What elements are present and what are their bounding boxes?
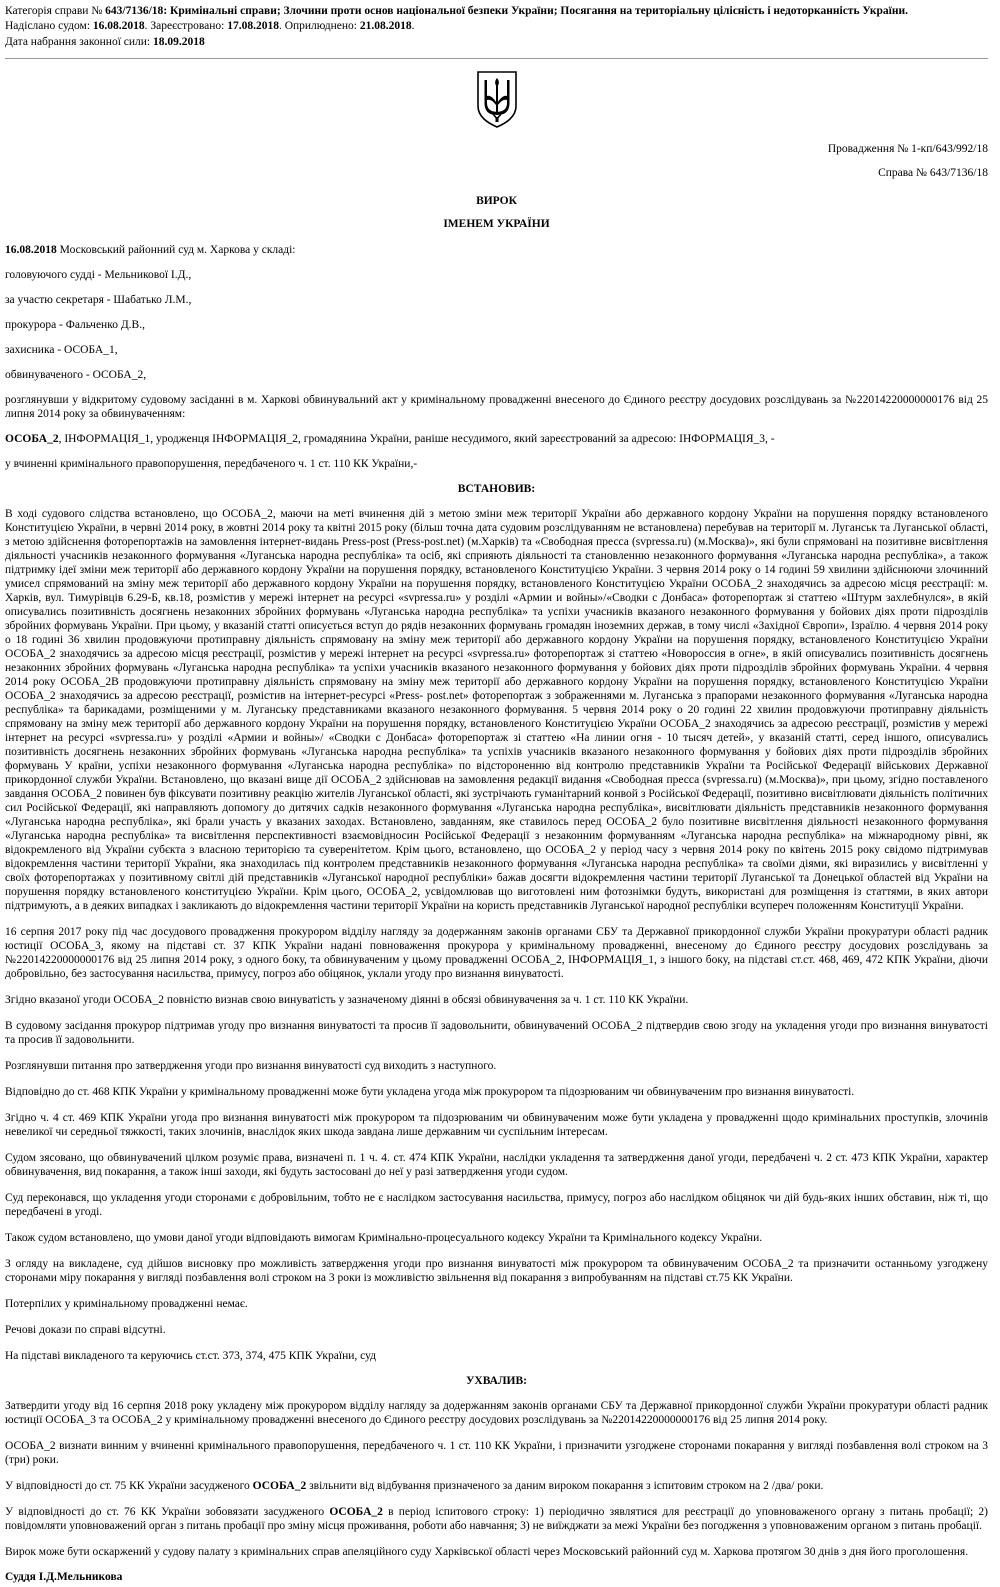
presiding-judge: головуючого судді - Мельникової І.Д., (5, 268, 192, 281)
probation-text-b: звільнити від відбування призначеного за даним вироком покарання з іспитовим строком на 2 /два/ роки. (306, 1479, 824, 1492)
effective-date: 18.09.2018 (152, 35, 205, 48)
sent-label: Надіслано судом: (5, 20, 93, 33)
established-paragraph: Відповідно до ст. 468 КПК України у кримінальному провадженні може бути укладена угода між прокурором та підозрюваним чи обвинуваченим про визнання винуватості. (5, 1085, 855, 1098)
registered-label: . Зареєстровано: (144, 20, 228, 33)
resolved-paragraph-probation (5, 1479, 988, 1493)
resolved-paragraph-obligations (5, 1505, 988, 1533)
probation-text-a: У відповідності до ст. 75 КК України засудженого (5, 1479, 253, 1492)
published-label: . Оприлюднено: (278, 20, 360, 33)
obligations-text-b: в період іспитового строку: 1) періодично зявлятися для реєстрації до уповноваженого органу з питань пробації; 2) повідомляти уповноважений орган з питань пробації про зміну місця проживання, роботи або навчання; 3) не виїжджати за межі України без погодження з уповноваженим органом з питань пробації. (5, 1505, 988, 1532)
established-paragraph: В судовому засідання прокурор підтримав угоду про визнання винуватості та просив її задовольнити, обвинувачений ОСОБА_2 підтвердив свою згоду на укладення угоди про визнання винуватості та просив її задовольнити. (5, 1019, 988, 1046)
accused-name: ОСОБА_2 (5, 432, 59, 445)
obligations-text-a: У відповідності до ст. 76 КК України зобовязати засудженого (5, 1505, 330, 1518)
obligations-name: ОСОБА_2 (329, 1505, 383, 1518)
resolved-paragraph-approve: Затвердити угоду від 16 серпня 2018 року укладену між прокурором відділу нагляду за додержанням законів органами СБУ та Державної прикордонної служби України прокуратури області радник юстиції ОСОБА_3 та ОСОБА_2 у кримінальному провадженні внесеного до Єдиного реєстру досудових розслідувань за №22014220000000176 від 25 липня 2014 року. (5, 1399, 988, 1426)
established-paragraph: Судом зясовано, що обвинувачений цілком розуміє права, визначені п. 1 ч. 4. ст. 474 КПК України, наслідки укладення та затвердження даної угоди, передбачені ч. 2 ст. 473 КПК України, характер обвинувачення, вид покарання, а також інші заходи, які будуть застосовані до неї у разі затвердження угоди судом. (5, 1151, 988, 1178)
resolved-paragraph-appeal: Вирок може бути оскаржений у судову палату з кримінальних справ апеляційного суду Харківської області через Московський районний суд м. Харкова протягом 30 днів з дня його проголошення. (5, 1545, 969, 1558)
judge-signature: Суддя І.Д.Мельникова (5, 1570, 123, 1583)
published-date: 21.08.2018 (359, 20, 412, 33)
case-number: Справа № 643/7136/18 (878, 166, 988, 179)
established-paragraph: В ході судового слідства встановлено, що ОСОБА_2, маючи на меті вчинення дій з метою зміни меж території України або державного кордону України на порушення порядку встановленого Конституцією України, в червні 2014 року, в жовтні 2014 року та квітні 2015 року (більш точна дата судовим розслідуванням не встановлена) перебував на території м. Луганськ та Луганської області, з метою здійснення фоторепортажів на замовлення інтернет-видань Press-post (Press-post.net) (м.Харків) та «Свободная пресса (svpressa.ru) (м.Москва)», які були спрямовані на позитивне висвітлення діяльності учасників незаконного формування «Луганська народна республіка» та осіб, які сприяють діяльності та становленню незаконного формування «Луганська народна республіка», а також підтримку ідеї зміни меж території або державного кордону України на порушення порядку, встановленого Конституцією України. 3 червня 2014 року о 14 годині 59 хвилини здійснюючи злочинний умисел спрямований на зміну меж території або державного кордону України на порушення порядку, встановленого Конституцією України ОСОБА_2 знаходячись за адресою місця реєстрації: м. Харків, вул. Тимурівців 6.29-Б, кв.18, розмістив у мережі інтернет на ресурсі «svpressa.ru» у розділі «Армии и войны»/«Сводки с Донбаса» фоторепортаж зі статтею «Штурм захлебнулся», в якій описувались позитивність досягнень незаконних збройних формувань «Луганська народна республіка» та успіхи учасників вказаного незаконного формування у бойових діях проти підрозділів збройних формувань України. При цьому, у вказаній статті описується вступ до рядів незаконних формувань громадян іноземних держав, в тому числі «Західної Європи», Ізраїлю. 4 червня 2014 року о 18 годині 36 хвилин продовжуючи протиправну діяльність спрямовану на зміну меж території або державного кордону України на порушення порядку, встановленого Конституцією України ОСОБА_2 знаходячись за адресою місця реєстрації, розмістив у мережі інтернет на ресурсі «svpressa.ru» фоторепортаж зі статтею «Новороссия в огне», в якій описувались позитивність досягнень незаконних збройних формувань «Луганська народна республіка» та успіхи учасників вказаного незаконного формування у бойових діях проти підрозділів збройних формувань України. 4 червня 2014 року ОСОБА_2В продовжуючи протиправну діяльність спрямовану на зміну меж території або державного кордону України на порушення порядку, встановленого Конституцією України ОСОБА_2 знаходячись за адресою реєстрації, розмістив на інтернет-ресурсі «Press- post.net» фоторепортаж з зображеннями м. Луганська з прапорами незаконного формування «Луганська народна республіка» та барикадами, розміщеними у м. Луганську представниками вказаного незаконного формування. 5 червня 2014 року о 20 годині 22 хвилин продовжуючи протиправну діяльність спрямовану на зміну меж території або державного кордону України на порушення порядку, встановленого Конституцією України ОСОБА_2 знаходячись за адресою реєстрації, розмістив у мережі інтернет на ресурсі «svpressa.ru» у розділі «Армии и войны»/ «Сводки с Донбаса» фоторепортаж зі статтею «На линии огня - 10 тысяч детей», у вказаній статті, серед іншого, описувались позитивність досягнень незаконних збройних формувань «Луганська народна республіка» та успіхів учасників вказаного незаконного формування у бойових діях проти підрозділів збройних формувань У країни, успіхи незаконного формування «Луганська народна республіка» по відстороненню від контролю представників України та Російської Федерації військових Державної прикордонної служби України. Встановлено, що вказані вище дії ОСОБА_2 здійснював на замовлення редакції видання «Свободная пресса (svpressa.ru) (м.Москва)», при цьому, згідно поставленого завдання ОСОБА_2 повинен був фіксувати позитивну реакцію жителів Луганської області, які зустрічають гуманітарний конвой з Російської Федерації, позитивно висвітлювати діяльність політичних сил Російської Федерації, які направляють допомогу до дитячих садків незаконного формування «Луганська народна республіка», висвітлювати діяльність представників незаконного формування «Луганська народна республіка», які брали участь у вказаних заходах. Встановлено, завданням, яке ставилось перед ОСОБА_2 було позитивне висвітлення діяльності незаконного формування «Луганська народна республіка» та висвітлення перспективності взаємовідносин Російської Федерації з незаконним формуванням «Луганська народна республіка» на міжнародному рівні, як відокремленого від України субєкта з власною територією та суверенітетом. Крім цього, встановлено, що ОСОБА_2 у період часу з червня 2014 року по квітень 2015 року свідомо підтримував відокремлення частини території України, яка знаходилась під контролем представників незаконного формування «Луганська народна республіка» та своїми діями, які виразились у висвітленні у своїх фоторепортажах у позитивному світлі дій представників «Луганської народної республіки» бажав досягти відокремлення частини території Луганської та Донецької областей від України на порушення порядку встановленого конституцією України. Крім цього, ОСОБА_2, усвідомлював що виготовлені ним фотознімки будуть, використані для розміщення із статтями, в яких автори підтримують, а в деяких випадках і закликають до відокремлення частини території України на користь представників Луганської народної республіки всупереч положенням Конституції України. (5, 507, 988, 912)
established-paragraph: На підставі викладеного та керуючись ст.ст. 373, 374, 475 КПК України, суд (5, 1349, 376, 1362)
effective-label: Дата набрання законної сили: (5, 35, 153, 48)
trident-emblem-icon (475, 69, 519, 129)
established-paragraph: Згідно вказаної угоди ОСОБА_2 повністю визнав свою винуватість у зазначеному діянні в обсязі обвинувачення за ч. 1 ст. 110 КК України. (5, 993, 689, 1006)
sent-date: 16.08.2018 (92, 20, 145, 33)
dates-line (5, 19, 988, 34)
secretary: за участю секретаря - Шабатько Л.М., (5, 293, 192, 306)
header-divider (5, 58, 988, 59)
proceeding-number: Провадження № 1-кп/643/992/18 (827, 142, 988, 155)
accused-info: , ІНФОРМАЦІЯ_1, уродженця ІНФОРМАЦІЯ_2, громадянина України, раніше несудимого, який зареєстрований за адресою: ІНФОРМАЦІЯ_3, - (58, 432, 775, 445)
case-category-line (5, 4, 988, 19)
established-paragraph: Суд переконався, що укладення угоди сторонами є добровільним, тобто не є наслідком застосування насильства, примусу, погроз або наслідком обіцянок чи дій будь-яких інших обставин, ніж ті, що передбачені в угоді. (5, 1191, 988, 1218)
court-composition (5, 243, 988, 257)
established-paragraph: Потерпілих у кримінальному провадженні немає. (5, 1297, 248, 1310)
document-title: ВИРОК (476, 194, 517, 207)
established-paragraph: Згідно ч. 4 ст. 469 КПК України угода про визнання винуватості між прокурором та підозрюваним чи обвинуваченим може бути укладена у провадженні щодо кримінальних проступків, злочинів невеликої чи середньої тяжкості, таких злочинів, внаслідок яких шкода завдана лише державним чи суспільним інтересам. (5, 1111, 988, 1138)
considered-paragraph: розглянувши у відкритому судовому засіданні в м. Харкові обвинувальний акт у кримінальному провадженні внесеного до Єдиного реєстру досудових розслідувань за №22014220000000176 від 25 липня 2014 року за обвинуваченням: (5, 393, 988, 420)
document-subtitle: ІМЕНЕМ УКРАЇНИ (443, 217, 550, 230)
document-meta (5, 4, 988, 50)
established-paragraph: 16 серпня 2017 року під час досудового провадження прокурором відділу нагляду за додержанням законів органами СБУ та Державної прикордонної служби України прокуратури області радник юстиції ОСОБА_3, якому на підставі ст. 37 КПК України надані повноваження прокурора у кримінальному провадженні, внесеному до Єдиного реєстру досудових розслідувань за №22014220000000176 від 25 липня 2014 року, з одного боку, та обвинуваченим у цьому провадженні ОСОБА_2, ІНФОРМАЦІЯ_1, з іншого боку, на підставі ст.ст. 468, 469, 472 КПК України, діючи добровільно, без застосування насильства, примусу, погроз або обіцянок, уклали угоду про визнання винуватості. (5, 925, 988, 980)
dates-line-end: . (411, 20, 415, 33)
prosecutor: прокурора - Фальченко Д.В., (5, 318, 145, 331)
established-paragraph: Також судом встановлено, що умови даної угоди відповідають вимогам Кримінально-процесуального кодексу України та Кримінального кодексу України. (5, 1231, 763, 1244)
established-paragraph: Речові докази по справі відсутні. (5, 1323, 166, 1336)
verdict-date: 16.08.2018 (5, 243, 57, 256)
accused-details (5, 432, 988, 446)
charge-paragraph: у вчиненні кримінального правопорушення, передбаченого ч. 1 ст. 110 КК України,- (5, 457, 418, 470)
category-number: 643/7136/18 (105, 5, 164, 17)
established-paragraph: З огляду на викладене, суд дійшов висновку про можливість затвердження угоди про визнання винуватості між прокурором та обвинуваченим ОСОБА_2 та призначити останньому узгоджену сторонами міру покарання у вигляді позбавлення волі строком на 3 роки із можливістю звільнення від покарання з випробуванням на підставі ст.75 КК України. (5, 1257, 988, 1284)
resolved-paragraph-guilty: ОСОБА_2 визнати винним у вчиненні кримінального правопорушення, передбаченого ч. 1 ст. 110 КК України, і призначити узгоджене сторонами покарання у вигляді позбавлення волі строком на 3 (три) роки. (5, 1439, 988, 1466)
category-description: : Кримінальні справи; Злочини проти основ національної безпеки України; Посягання на територіальну цілісність і недоторканність України. (163, 5, 908, 17)
category-label: Категорія справи № (5, 5, 106, 17)
defender: захисника - ОСОБА_1, (5, 343, 118, 356)
probation-name: ОСОБА_2 (252, 1479, 307, 1492)
emblem (5, 69, 988, 129)
established-heading: ВСТАНОВИВ: (457, 482, 536, 495)
resolved-heading: УХВАЛИВ: (465, 1374, 527, 1387)
registered-date: 17.08.2018 (227, 20, 279, 33)
effective-date-line (5, 35, 988, 50)
established-paragraph: Розглянувши питання про затвердження угоди про визнання винуватості суд виходить з наступного. (5, 1059, 497, 1072)
court-name: Московський районний суд м. Харкова у складі: (56, 243, 296, 256)
accused: обвинуваченого - ОСОБА_2, (5, 368, 147, 381)
